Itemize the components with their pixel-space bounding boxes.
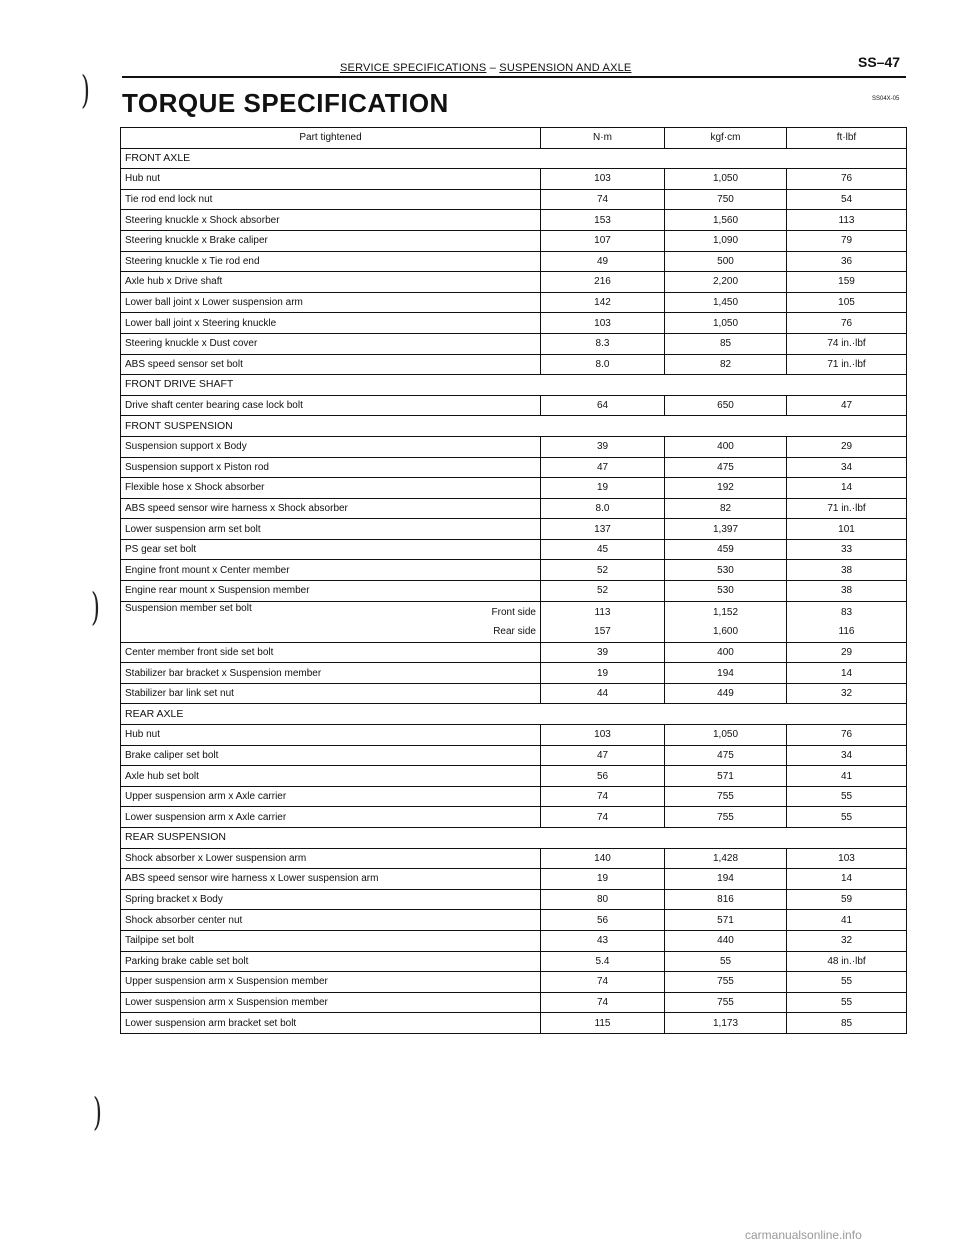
header-dash: – [489,62,497,74]
table-row [121,210,907,231]
section-name: REAR SUSPENSION [121,828,907,849]
kgfcm-cell: 475 [665,457,787,478]
part-cell: Shock absorber center nut [121,910,541,931]
part-cell: Hub nut [121,169,541,190]
ftlbf-cell: 33 [787,539,907,560]
kgfcm-cell: 475 [665,745,787,766]
table-row [121,972,907,993]
kgfcm-cell: 571 [665,766,787,787]
ftlbf-cell: 55 [787,807,907,828]
section-header-row [121,416,907,437]
nm-header: N·m [541,128,665,149]
part-cell: Upper suspension arm x Axle carrier [121,786,541,807]
kgfcm-cell: 1,450 [665,292,787,313]
part-cell: Lower suspension arm x Suspension member [121,992,541,1013]
watermark: carmanualsonline.info [745,1228,862,1242]
kgfcm-cell: 2,200 [665,272,787,293]
nm-cell: 153 [541,210,665,231]
table-row [121,848,907,869]
kgfcm-rear-value: 1,600 [712,625,739,637]
ftlbf-cell: 76 [787,313,907,334]
kgfcm-cell: 1,397 [665,519,787,540]
nm-cell: 137 [541,519,665,540]
ftlbf-cell: 32 [787,683,907,704]
kgfcm-cell: 500 [665,251,787,272]
nm-cell: 56 [541,910,665,931]
table-row [121,230,907,251]
ftlbf-cell: 14 [787,663,907,684]
part-cell: Spring bracket x Body [121,889,541,910]
ftlbf-cell: 159 [787,272,907,293]
table-row [121,683,907,704]
table-row [121,189,907,210]
kgfcm-cell: 400 [665,642,787,663]
ftlbf-cell: 103 [787,848,907,869]
part-cell: Shock absorber x Lower suspension arm [121,848,541,869]
binder-mark-top: ) [80,68,90,112]
part-cell: ABS speed sensor set bolt [121,354,541,375]
kgfcm-cell: 194 [665,663,787,684]
ftlbf-cell: 54 [787,189,907,210]
kgfcm-front-value: 1,152 [712,606,739,618]
part-cell: Upper suspension arm x Suspension member [121,972,541,993]
part-cell: Parking brake cable set bolt [121,951,541,972]
kgfcm-cell: 459 [665,539,787,560]
header-rule [122,76,906,79]
nm-cell: 74 [541,992,665,1013]
part-cell: Tie rod end lock nut [121,189,541,210]
kgfcm-cell: 755 [665,807,787,828]
kgfcm-cell: 750 [665,189,787,210]
table-row [121,251,907,272]
ftlbf-cell: 101 [787,519,907,540]
nm-cell: 8.0 [541,354,665,375]
part-cell: Engine front mount x Center member [121,560,541,581]
table-row [121,869,907,890]
ftlbf-cell: 71 in.·lbf [787,354,907,375]
kgfcm-cell: 571 [665,910,787,931]
part-cell: Lower suspension arm bracket set bolt [121,1013,541,1034]
part-cell: Steering knuckle x Tie rod end [121,251,541,272]
page-number: SS–47 [858,54,901,70]
table-row [121,951,907,972]
table-row [121,992,907,1013]
ftlbf-front-value: 83 [840,606,853,618]
part-cell: Lower suspension arm set bolt [121,519,541,540]
kgfcm-cell: 440 [665,930,787,951]
ftlbf-cell: 76 [787,169,907,190]
kgfcm-cell: 400 [665,436,787,457]
ftlbf-cell: 34 [787,745,907,766]
nm-cell: 5.4 [541,951,665,972]
ftlbf-header: ft·lbf [787,128,907,149]
part-cell: PS gear set bolt [121,539,541,560]
table-row [121,457,907,478]
part-cell: Stabilizer bar link set nut [121,683,541,704]
ftlbf-cell: 41 [787,910,907,931]
table-row [121,292,907,313]
header-section-right: SUSPENSION AND AXLE [499,62,632,74]
ftlbf-cell: 55 [787,786,907,807]
nm-cell: 39 [541,436,665,457]
nm-cell: 19 [541,869,665,890]
kgfcm-cell: 1,173 [665,1013,787,1034]
section-name: FRONT AXLE [121,148,907,169]
kgfcm-cell: 55 [665,951,787,972]
table-row [121,1013,907,1034]
section-name: FRONT SUSPENSION [121,416,907,437]
part-cell: Flexible hose x Shock absorber [121,478,541,499]
ftlbf-cell: 79 [787,230,907,251]
nm-cell: 56 [541,766,665,787]
nm-cell: 19 [541,478,665,499]
nm-cell: 8.0 [541,498,665,519]
table-row [121,889,907,910]
ftlbf-cell: 59 [787,889,907,910]
kgfcm-cell: 530 [665,560,787,581]
nm-cell [541,601,665,642]
binder-mark-middle: ) [90,585,100,629]
table-row [121,786,907,807]
part-cell: Steering knuckle x Shock absorber [121,210,541,231]
nm-cell: 52 [541,560,665,581]
kgfcm-cell: 650 [665,395,787,416]
part-cell: Axle hub x Drive shaft [121,272,541,293]
ftlbf-cell: 74 in.·lbf [787,333,907,354]
section-header-row [121,704,907,725]
ftlbf-cell: 76 [787,725,907,746]
kgfcm-cell: 1,050 [665,725,787,746]
nm-cell: 43 [541,930,665,951]
kgfcm-cell: 1,560 [665,210,787,231]
kgfcm-cell: 82 [665,354,787,375]
kgfcm-cell: 530 [665,581,787,602]
table-body [121,128,907,1034]
nm-cell: 142 [541,292,665,313]
part-cell: Steering knuckle x Brake caliper [121,230,541,251]
ftlbf-cell [787,601,907,642]
table-row [121,519,907,540]
nm-cell: 47 [541,457,665,478]
rear-side-label: Rear side [493,625,536,637]
table-row [121,436,907,457]
ftlbf-cell: 105 [787,292,907,313]
kgfcm-cell: 755 [665,972,787,993]
table-row [121,354,907,375]
page-title: TORQUE SPECIFICATION [122,88,449,118]
section-header-row [121,148,907,169]
split-part-label: Suspension member set bolt [125,602,252,614]
nm-cell: 74 [541,786,665,807]
nm-cell: 52 [541,581,665,602]
table-row [121,478,907,499]
kgfcm-cell: 1,050 [665,313,787,334]
nm-cell: 103 [541,725,665,746]
nm-cell: 80 [541,889,665,910]
part-cell: Lower ball joint x Steering knuckle [121,313,541,334]
kgfcm-cell: 449 [665,683,787,704]
nm-cell: 107 [541,230,665,251]
nm-rear-value: 157 [594,625,611,637]
ftlbf-cell: 14 [787,478,907,499]
table-row [121,581,907,602]
table-row [121,560,907,581]
kgfcm-cell: 1,050 [665,169,787,190]
table-row [121,725,907,746]
front-side-label: Front side [491,606,536,618]
nm-front-value: 113 [594,606,611,618]
part-cell: Axle hub set bolt [121,766,541,787]
ftlbf-cell: 55 [787,972,907,993]
ftlbf-cell: 71 in.·lbf [787,498,907,519]
ftlbf-cell: 14 [787,869,907,890]
nm-cell: 47 [541,745,665,766]
nm-cell: 44 [541,683,665,704]
ftlbf-cell: 32 [787,930,907,951]
table-row-split [121,601,907,642]
part-cell: Stabilizer bar bracket x Suspension member [121,663,541,684]
ftlbf-cell: 48 in.·lbf [787,951,907,972]
table-row [121,498,907,519]
header-section-left: SERVICE SPECIFICATIONS [340,62,487,74]
part-cell: Steering knuckle x Dust cover [121,333,541,354]
ftlbf-cell: 36 [787,251,907,272]
section-name: FRONT DRIVE SHAFT [121,375,907,396]
part-cell: Suspension support x Piston rod [121,457,541,478]
nm-cell: 140 [541,848,665,869]
ftlbf-cell: 38 [787,581,907,602]
part-cell: Hub nut [121,725,541,746]
nm-cell: 115 [541,1013,665,1034]
nm-cell: 74 [541,972,665,993]
torque-spec-table [120,127,907,1034]
kgfcm-cell: 1,090 [665,230,787,251]
ftlbf-cell: 113 [787,210,907,231]
part-cell: Brake caliper set bolt [121,745,541,766]
table-row [121,807,907,828]
ftlbf-cell: 29 [787,642,907,663]
ftlbf-cell: 29 [787,436,907,457]
table-header-row [121,128,907,149]
ftlbf-cell: 34 [787,457,907,478]
nm-cell: 8.3 [541,333,665,354]
nm-cell: 49 [541,251,665,272]
kgfcm-cell: 82 [665,498,787,519]
kgfcm-cell: 816 [665,889,787,910]
nm-cell: 74 [541,189,665,210]
table-row [121,272,907,293]
nm-cell: 103 [541,169,665,190]
part-cell: Engine rear mount x Suspension member [121,581,541,602]
table-row [121,642,907,663]
section-name: REAR AXLE [121,704,907,725]
table-row [121,663,907,684]
table-row [121,333,907,354]
kgfcm-cell: 85 [665,333,787,354]
table-row [121,766,907,787]
nm-cell: 19 [541,663,665,684]
nm-cell: 64 [541,395,665,416]
part-cell: Suspension support x Body [121,436,541,457]
kgfcm-header: kgf·cm [665,128,787,149]
ftlbf-cell: 55 [787,992,907,1013]
part-cell [121,601,541,642]
kgfcm-cell: 755 [665,786,787,807]
table-row [121,910,907,931]
part-cell: Lower ball joint x Lower suspension arm [121,292,541,313]
kgfcm-cell: 192 [665,478,787,499]
table-row [121,395,907,416]
section-header-row [121,375,907,396]
part-cell: ABS speed sensor wire harness x Lower suspension arm [121,869,541,890]
kgfcm-cell: 1,428 [665,848,787,869]
nm-cell: 103 [541,313,665,334]
table-row [121,930,907,951]
kgfcm-cell: 194 [665,869,787,890]
table-row [121,313,907,334]
part-cell: Tailpipe set bolt [121,930,541,951]
part-cell: Lower suspension arm x Axle carrier [121,807,541,828]
kgfcm-cell [665,601,787,642]
ftlbf-cell: 38 [787,560,907,581]
document-code: SS04X-05 [872,96,900,102]
nm-cell: 45 [541,539,665,560]
part-cell: Drive shaft center bearing case lock bolt [121,395,541,416]
table-row [121,539,907,560]
part-cell: Center member front side set bolt [121,642,541,663]
binder-mark-bottom: ) [92,1090,102,1134]
nm-cell: 39 [541,642,665,663]
table-row [121,745,907,766]
kgfcm-cell: 755 [665,992,787,1013]
nm-cell: 216 [541,272,665,293]
ftlbf-cell: 47 [787,395,907,416]
nm-cell: 74 [541,807,665,828]
ftlbf-cell: 41 [787,766,907,787]
table-row [121,169,907,190]
section-header-row [121,828,907,849]
ftlbf-rear-value: 116 [838,625,855,637]
part-tightened-header: Part tightened [121,128,541,149]
ftlbf-cell: 85 [787,1013,907,1034]
part-cell: ABS speed sensor wire harness x Shock absorber [121,498,541,519]
running-header [340,62,631,74]
